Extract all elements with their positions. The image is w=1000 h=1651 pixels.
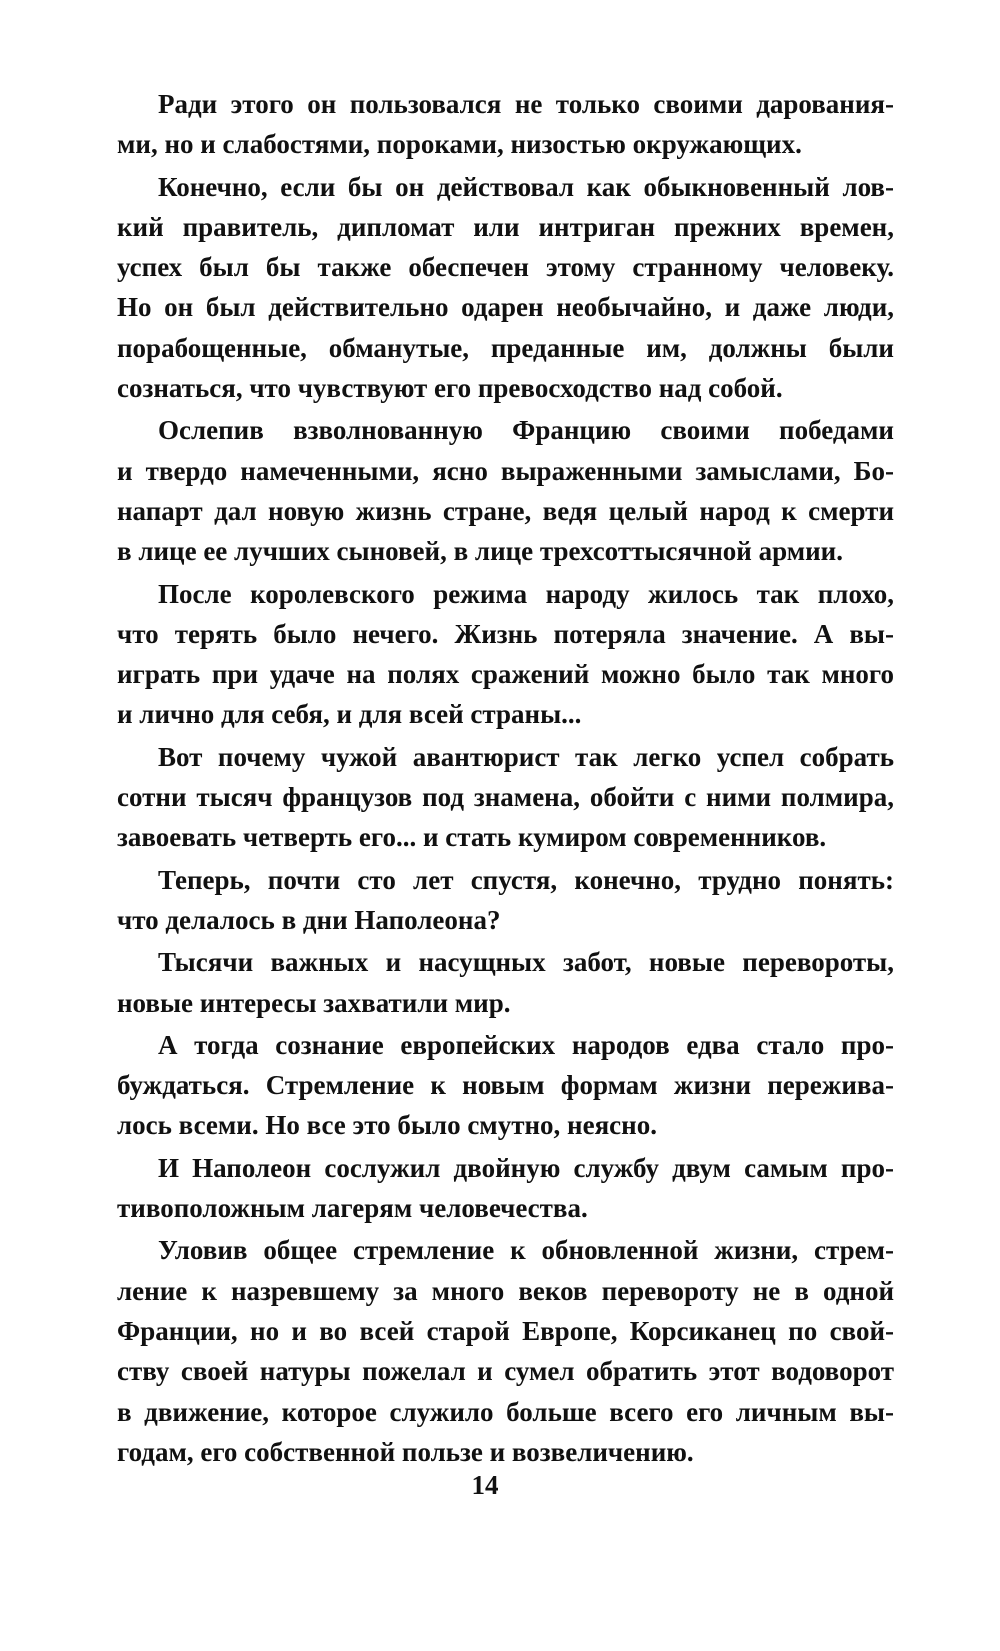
text-line: Конечно, если бы он действовал как обыкновенный лов- [158,171,894,202]
paragraph [117,1148,894,1229]
text-line: Франции, но и во всей старой Европе, Корсиканец по свой- [117,1315,894,1346]
text-line: После королевского режима народу жилось так плохо, [158,578,894,609]
text-line: Уловив общее стремление к обновленной жизни, стрем- [158,1235,894,1266]
paragraph [117,737,894,858]
paragraph [117,84,894,165]
text-line: Теперь, почти сто лет спустя, конечно, трудно понять: [158,864,894,895]
text-line: ми, но и слабостями, пороками, низостью окружающих. [117,129,802,160]
page-body-text [117,84,894,1474]
text-line: в движение, которое служило больше всего его личным вы- [117,1396,894,1427]
text-line: и лично для себя, и для всей страны... [117,699,582,730]
page-number: 14 [471,1470,499,1500]
paragraph [117,1230,894,1472]
text-line: сотни тысяч французов под знамена, обойти с ними полмира, [117,782,894,813]
text-line: порабощенные, обманутые, преданные им, должны были [117,332,894,363]
text-line: играть при удаче на полях сражений можно было так много [117,659,894,690]
paragraph [117,167,894,409]
text-line: сознаться, что чувствуют его превосходство над собой. [117,373,783,404]
text-line: ству своей натуры пожелал и сумел обратить этот водоворот [117,1356,894,1387]
text-line: что терять было нечего. Жизнь потеряла значение. А вы- [117,618,894,649]
text-line: А тогда сознание европейских народов едва стало про- [158,1029,894,1060]
paragraph [117,860,894,941]
text-line: успех был бы также обеспечен этому странному человеку. [117,252,894,283]
text-line: Ослепив взволнованную Францию своими победами [158,415,894,446]
text-line: буждаться. Стремление к новым формам жизни пережива- [117,1070,894,1101]
text-line: и твердо намеченными, ясно выраженными замыслами, Бо- [117,455,894,486]
text-line: напарт дал новую жизнь стране, ведя целый народ к смерти [117,495,894,526]
text-line: завоевать четверть его... и стать кумиром современников. [117,822,827,853]
text-line: что делалось в дни Наполеона? [117,904,501,935]
text-line: ление к назревшему за много веков перевороту не в одной [117,1275,894,1306]
text-line: Но он был действительно одарен необычайно, и даже люди, [117,292,894,323]
text-line: тивоположным лагерям человечества. [117,1193,588,1224]
text-line: Тысячи важных и насущных забот, новые перевороты, [158,947,894,978]
text-line: кий правитель, дипломат или интриган прежних времен, [117,211,894,242]
text-line: новые интересы захватили мир. [117,987,511,1018]
paragraph [117,574,894,735]
paragraph [117,942,894,1023]
text-line: в лице ее лучших сыновей, в лице трехсоттысячной армии. [117,536,843,567]
paragraph [117,410,894,571]
paragraph [117,1025,894,1146]
text-line: Ради этого он пользовался не только своими дарования- [158,89,894,119]
text-line: И Наполеон сослужил двойную службу двум самым про- [158,1152,894,1183]
text-line: Вот почему чужой авантюрист так легко успел собрать [158,741,894,772]
text-line: лось всеми. Но все это было смутно, неясно. [117,1110,657,1141]
text-line: годам, его собственной пользе и возвеличению. [117,1436,694,1467]
